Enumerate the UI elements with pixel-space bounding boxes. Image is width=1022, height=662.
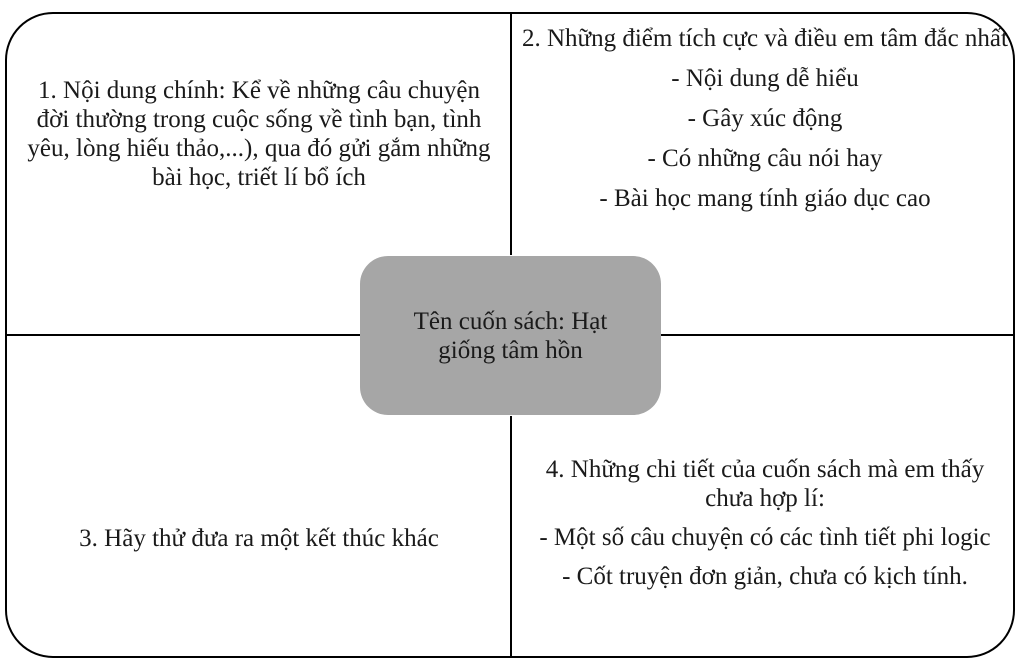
divider-horizontal-right <box>661 334 1015 336</box>
positive-point-item: - Gây xúc động <box>687 105 843 132</box>
divider-vertical-bottom <box>510 416 512 658</box>
alternative-ending-text: 3. Hãy thử đưa ra một kết thúc khác <box>79 525 439 552</box>
unreasonable-detail-item: - Một số câu chuyện có các tình tiết phi logic <box>539 524 991 551</box>
quadrant-unreasonable-details <box>522 455 1008 591</box>
book-title-box <box>360 256 661 415</box>
positive-point-item: - Nội dung dễ hiểu <box>671 65 859 92</box>
unreasonable-detail-item: - Cốt truyện đơn giản, chưa có kịch tính. <box>562 563 968 590</box>
main-content-text: 1. Nội dung chính: Kể về những câu chuyện đời thường trong cuộc sống về tình bạn, tình yêu, lòng hiếu thảo,...), qua đó gửi gắm những bài học, triết lí bổ ích <box>27 77 491 191</box>
positive-point-item: - Có những câu nói hay <box>647 145 883 172</box>
positive-point-item: - Bài học mang tính giáo dục cao <box>599 185 931 212</box>
unreasonable-details-heading: 4. Những chi tiết của cuốn sách mà em thấy chưa hợp lí: <box>545 456 985 512</box>
divider-horizontal-left <box>5 334 360 336</box>
quadrant-main-content <box>20 76 498 192</box>
quadrant-positive-points <box>522 24 1008 213</box>
book-title: Tên cuốn sách: Hạt giống tâm hồn <box>413 307 608 364</box>
positive-points-heading: 2. Những điểm tích cực và điều em tâm đắc nhất <box>522 25 1008 52</box>
quadrant-alternative-ending <box>20 524 498 553</box>
divider-vertical-top <box>510 12 512 255</box>
